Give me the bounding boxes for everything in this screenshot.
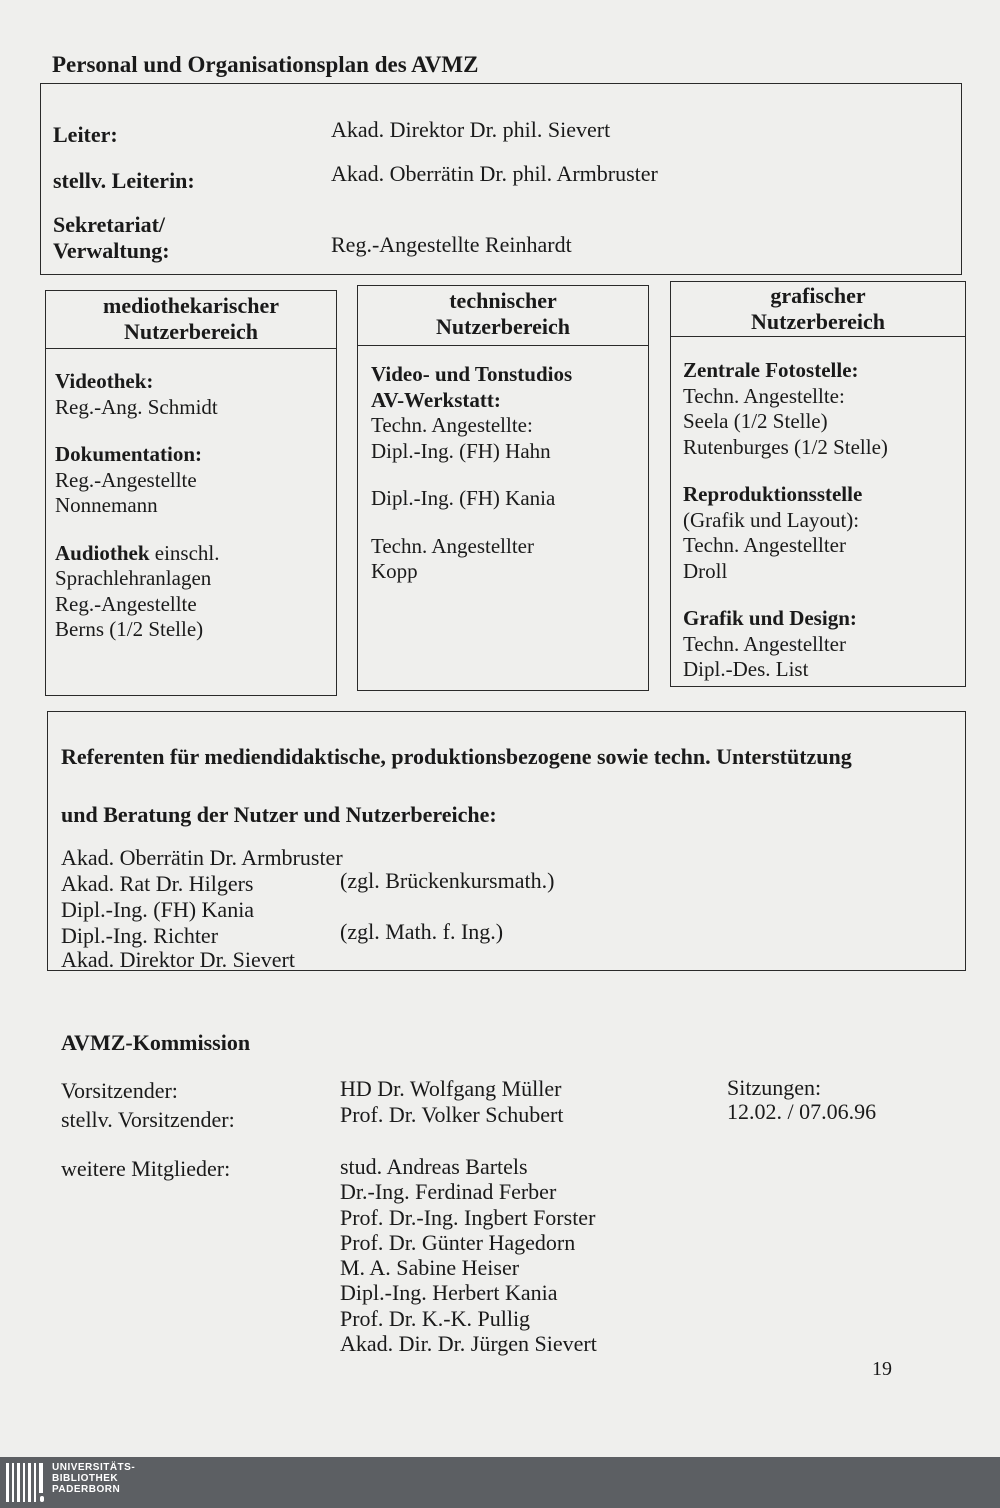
leiter-value: Akad. Direktor Dr. phil. Sievert (331, 117, 611, 142)
technik-header-line2: Nutzerbereich (436, 314, 570, 339)
grafik-header-line1: grafischer (770, 283, 866, 308)
member: Prof. Dr. K.-K. Pullig (340, 1305, 531, 1331)
referent-note: (zgl. Math. f. Ing.) (340, 919, 504, 944)
reproduktion-role: Techn. Angestellter (683, 533, 846, 557)
fotostelle-role: Techn. Angestellte: (683, 383, 845, 408)
fotostelle-person-rutenburges: Rutenburges (1/2 Stelle) (683, 434, 888, 459)
technik-box (357, 285, 649, 691)
stellv-leiterin-value: Akad. Oberrätin Dr. phil. Armbruster (331, 161, 658, 186)
videothek-person: Reg.-Ang. Schmidt (55, 394, 218, 419)
library-barcode-logo-icon (6, 1463, 46, 1502)
vorsitz-label: Vorsitzender: (61, 1078, 178, 1103)
grafik-header (671, 282, 965, 337)
stellv-vorsitz-label: stellv. Vorsitzender: (61, 1107, 235, 1132)
grafik-body (683, 358, 959, 705)
member: M. A. Sabine Heiser (340, 1255, 520, 1281)
member: Akad. Dir. Dr. Jürgen Sievert (340, 1331, 597, 1357)
page-number: 19 (872, 1358, 892, 1380)
referent-note: (zgl. Brückenkursmath.) (340, 868, 555, 893)
mediothek-header-line1: mediothekarischer (103, 293, 279, 318)
library-name-line1: UNIVERSITÄTS- (52, 1462, 136, 1473)
weitere-label: weitere Mitglieder: (61, 1156, 231, 1181)
member: stud. Andreas Bartels (340, 1154, 528, 1179)
technik-person-kania: Dipl.-Ing. (FH) Kania (371, 486, 556, 510)
referent-name: Dipl.-Ing. Richter (61, 923, 219, 948)
stellv-leiterin-label: stellv. Leiterin: (53, 168, 195, 193)
mediothek-header-line2: Nutzerbereich (124, 319, 258, 344)
technik-role: Techn. Angestellte: (371, 413, 533, 437)
referenten-heading-2: und Beratung der Nutzer und Nutzerbereiche: (61, 802, 497, 827)
referenten-box (47, 711, 966, 971)
kommission-heading: AVMZ-Kommission (61, 1030, 251, 1055)
fotostelle-person-seela: Seela (1/2 Stelle) (683, 409, 828, 433)
technik-body (371, 362, 642, 607)
sitzungen-label: Sitzungen: (727, 1075, 822, 1100)
videothek-label: Videothek: (55, 369, 154, 393)
stellv-vorsitz-value: Prof. Dr. Volker Schubert (340, 1102, 564, 1127)
referent-name: Dipl.-Ing. (FH) Kania (61, 897, 255, 922)
design-label: Grafik und Design: (683, 606, 857, 630)
werkstatt-label: AV-Werkstatt: (371, 387, 501, 412)
dokumentation-person: Nonnemann (55, 493, 158, 517)
design-person: Dipl.-Des. List (683, 657, 809, 681)
mediothek-body (55, 369, 330, 665)
member: Prof. Dr. Günter Hagedorn (340, 1229, 576, 1255)
reproduktion-sublabel: (Grafik und Layout): (683, 507, 860, 532)
library-name (52, 1462, 135, 1495)
technik-person-kopp: Kopp (371, 559, 418, 583)
member: Prof. Dr.-Ing. Ingbert Forster (340, 1204, 596, 1230)
page-title: Personal und Organisationsplan des AVMZ (52, 52, 479, 77)
reproduktion-label: Reproduktionsstelle (683, 482, 863, 506)
studios-label: Video- und Tonstudios (371, 362, 573, 386)
sekretariat-value: Reg.-Angestellte Reinhardt (331, 232, 572, 257)
audiothek-label: Audiothek einschl. (55, 540, 220, 565)
grafik-header-line2: Nutzerbereich (751, 309, 885, 334)
design-role: Techn. Angestellter (683, 631, 846, 656)
verwaltung-label: Verwaltung: (53, 238, 170, 263)
leitung-box (40, 83, 962, 275)
grafik-box (670, 281, 966, 687)
vorsitz-value: HD Dr. Wolfgang Müller (340, 1076, 562, 1101)
referent-name: Akad. Oberrätin Dr. Armbruster (61, 845, 343, 870)
library-footer (0, 1457, 1000, 1508)
reproduktion-person: Droll (683, 558, 728, 583)
fotostelle-label: Zentrale Fotostelle: (683, 358, 859, 382)
mediothek-box (45, 290, 337, 696)
sekretariat-label: Sekretariat/ (53, 212, 166, 237)
sitzungen-value: 12.02. / 07.06.96 (727, 1099, 877, 1124)
library-name-line2: BIBLIOTHEK (52, 1473, 119, 1484)
referent-name: Akad. Direktor Dr. Sievert (61, 947, 295, 972)
dokumentation-role: Reg.-Angestellte (55, 467, 197, 492)
audiothek-role: Reg.-Angestellte (55, 591, 197, 616)
leiter-label: Leiter: (53, 122, 118, 147)
referenten-heading-1: Referenten für mediendidaktische, produktionsbezogene sowie techn. Unterstützung (61, 744, 852, 769)
technik-role-2: Techn. Angestellter (371, 533, 534, 558)
library-name-line3: PADERBORN (52, 1484, 121, 1495)
mediothek-header (46, 291, 336, 349)
technik-person-hahn: Dipl.-Ing. (FH) Hahn (371, 438, 551, 463)
technik-header-line1: technischer (449, 288, 557, 313)
referent-name: Akad. Rat Dr. Hilgers (61, 871, 254, 896)
technik-header (358, 286, 648, 346)
member: Dr.-Ing. Ferdinad Ferber (340, 1179, 557, 1205)
audiothek-person: Berns (1/2 Stelle) (55, 617, 204, 641)
member: Dipl.-Ing. Herbert Kania (340, 1280, 558, 1306)
dokumentation-label: Dokumentation: (55, 442, 203, 466)
members-list (340, 1154, 597, 1356)
sprachlehranlagen: Sprachlehranlagen (55, 566, 212, 590)
